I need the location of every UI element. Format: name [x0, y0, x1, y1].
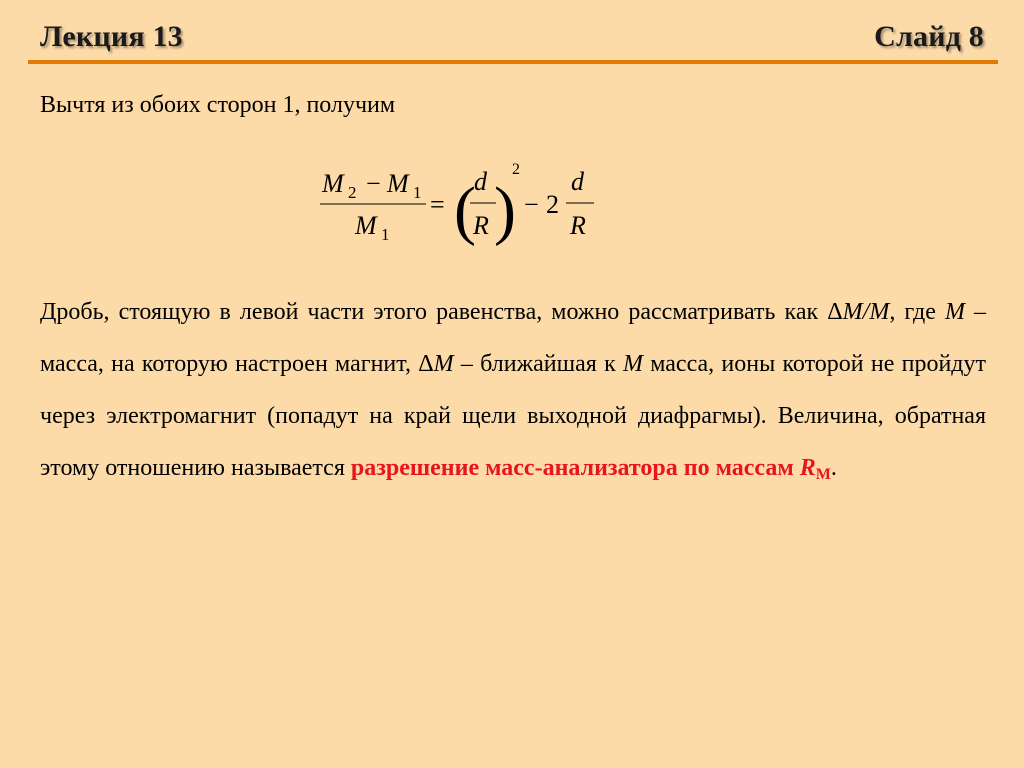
delta-symbol: Δ — [418, 351, 434, 377]
resolution-formula — [316, 150, 616, 250]
formula-exponent: 2 — [512, 161, 520, 178]
paragraph-text-3: – масса, на которую настроен магнит, — [40, 299, 986, 377]
mass-symbol: M — [869, 299, 890, 325]
formula-paren-close: ) — [494, 174, 516, 247]
formula-two: 2 — [546, 190, 559, 219]
formula-den-m1: M — [355, 211, 377, 240]
paragraph-text-6: . — [830, 455, 837, 481]
explanation-paragraph — [40, 286, 986, 501]
formula-num-m2: M — [322, 169, 344, 198]
formula-minus: − — [366, 169, 381, 198]
formula-d2: d — [571, 167, 584, 196]
paragraph-text-5: масса, ионы которой не пройдут через электромагнит (попадут на край щели выходной диафрагмы). Величина, обратная этому отношению называется — [40, 351, 986, 481]
formula-r1: R — [473, 211, 489, 240]
slide-number: Слайд 8 — [874, 20, 984, 53]
mass-symbol: M — [433, 351, 454, 377]
formula-paren-open: ( — [454, 174, 476, 247]
formula-den-sub-1: 1 — [381, 225, 390, 244]
formula-r2: R — [570, 211, 586, 240]
formula-sub-2: 2 — [348, 183, 357, 202]
paragraph-text-4: – ближайшая к — [453, 351, 623, 377]
formula-num-m1: M — [387, 169, 409, 198]
slash-symbol: / — [862, 299, 870, 325]
formula-d1: d — [474, 167, 487, 196]
paragraph-text-2: , где — [889, 299, 945, 325]
formula-equals: = — [430, 190, 445, 219]
resolution-symbol: R — [799, 455, 816, 481]
mass-symbol: M — [944, 299, 965, 325]
mass-symbol: M — [842, 299, 863, 325]
resolution-subscript: М — [815, 466, 831, 483]
header-divider — [28, 60, 998, 64]
highlighted-term-text: разрешение масс-анализатора по массам — [350, 455, 800, 481]
formula-minus-2: − — [524, 190, 539, 219]
delta-symbol: Δ — [827, 299, 843, 325]
lecture-title: Лекция 13 — [40, 20, 183, 53]
highlighted-term — [351, 455, 831, 481]
paragraph-text-1: Дробь, стоящую в левой части этого равенства, можно рассматривать как — [40, 299, 828, 325]
formula-sub-1: 1 — [413, 183, 422, 202]
mass-symbol: M — [622, 351, 643, 377]
intro-text: Вычтя из обоих сторон 1, получим — [40, 92, 396, 118]
